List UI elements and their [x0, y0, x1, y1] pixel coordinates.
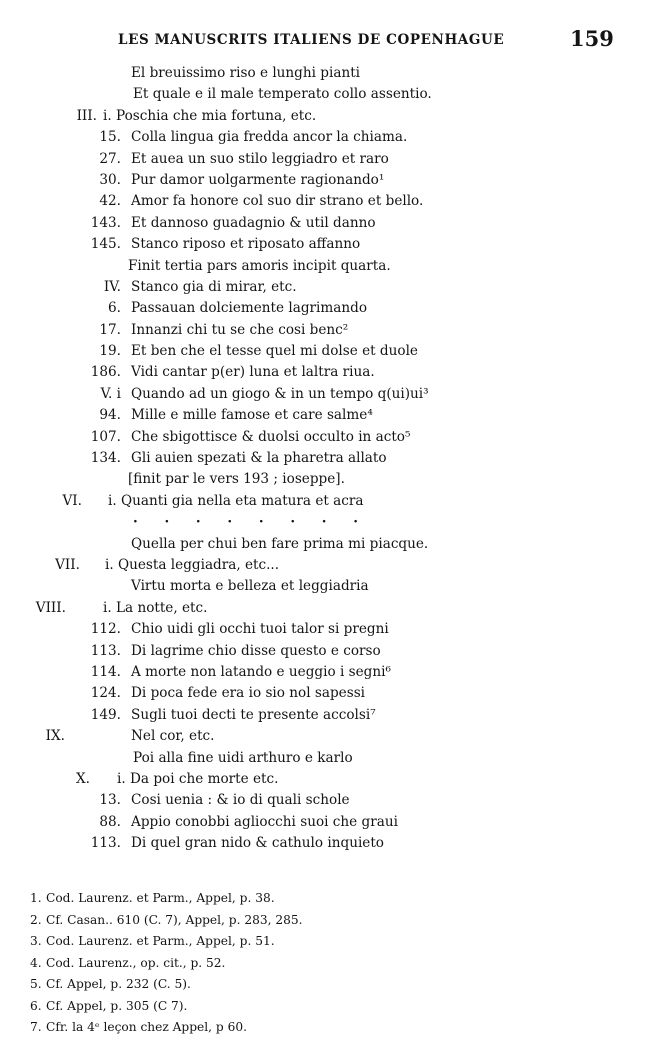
line-number: 27.	[99, 150, 121, 167]
line-number: IV.	[103, 278, 121, 295]
line-text: Quella per chui ben fare prima mi piacque.	[131, 535, 429, 552]
footnote	[0, 931, 650, 953]
line-number: 134.	[90, 450, 121, 467]
line-number: 88.	[99, 813, 121, 830]
line-text: Colla lingua gia fredda ancor la chiama.	[131, 129, 408, 146]
verse-line	[0, 726, 650, 747]
line-number: 145.	[90, 236, 121, 253]
verse-line	[0, 833, 650, 854]
line-number: 94.	[99, 407, 121, 424]
verse-line	[0, 662, 650, 683]
verse-line	[0, 127, 650, 148]
line-text: Mille e mille famose et care salme⁴	[131, 407, 373, 424]
line-number: 15.	[99, 129, 121, 146]
line-text: Di poca fede era io sio nol sapessi	[131, 685, 366, 702]
line-text: A morte non latando e ueggio i segni⁶	[131, 663, 391, 680]
line-text: Cosi uenia : & io di quali schole	[131, 792, 350, 809]
verse-line	[0, 234, 650, 255]
footnotes	[0, 888, 650, 1039]
line-number: IX.	[45, 728, 65, 745]
verse-line	[0, 149, 650, 170]
verse-line	[0, 191, 650, 212]
line-number: 112.	[90, 621, 121, 638]
line-number: VIII.	[35, 599, 66, 616]
line-number: 186.	[90, 364, 121, 381]
verse-line	[0, 790, 650, 811]
verse-line	[0, 298, 650, 319]
footnote-text: Cod. Laurenz., op. cit., p. 52.	[46, 955, 226, 970]
line-text: Pur damor uolgarmente ragionando¹	[131, 171, 385, 188]
footnote	[0, 974, 650, 996]
line-number: 17.	[99, 321, 121, 338]
footnote	[0, 996, 650, 1018]
line-text: Virtu morta e belleza et leggiadria	[131, 578, 369, 595]
verse-line	[0, 555, 650, 576]
line-text: Et quale e il male temperato collo assentio.	[133, 86, 432, 103]
verse-line	[0, 63, 650, 84]
footnote-number: 1.	[30, 891, 42, 905]
line-text: Et auea un suo stilo leggiadro et raro	[131, 150, 389, 167]
verse-line	[0, 320, 650, 341]
running-title: LES MANUSCRITS ITALIENS DE COPENHAGUE	[118, 32, 505, 48]
line-number: 42.	[99, 193, 121, 210]
footnote-text: Cf. Appel, p. 305 (C 7).	[46, 998, 188, 1013]
verse-line	[0, 170, 650, 191]
verse-line	[0, 341, 650, 362]
line-text: i. Questa leggiadra, etc...	[105, 556, 280, 573]
verse-line	[0, 683, 650, 704]
verse-line	[0, 362, 650, 383]
line-number: III.	[76, 107, 97, 124]
verse-line	[0, 598, 650, 619]
line-text: Gli auien spezati & la pharetra allato	[131, 450, 387, 467]
verse-line	[0, 384, 650, 405]
footnote-text: Cf. Casan.. 610 (C. 7), Appel, p. 283, 285.	[46, 912, 303, 927]
line-number: 13.	[99, 792, 121, 809]
verse-line	[0, 277, 650, 298]
line-text: Sugli tuoi decti te presente accolsi⁷	[131, 706, 376, 723]
footnote-number: 3.	[30, 934, 42, 948]
verse-line	[0, 106, 650, 127]
line-text: Stanco gia di mirar, etc.	[131, 278, 297, 295]
line-number: 6.	[108, 300, 121, 317]
verse-line	[0, 491, 650, 512]
line-text: Poi alla fine uidi arthuro e karlo	[133, 749, 353, 766]
footnote-text: Cod. Laurenz. et Parm., Appel, p. 51.	[46, 934, 275, 948]
line-number: 149.	[90, 706, 121, 723]
line-number: VI.	[62, 492, 82, 509]
line-number: VII.	[55, 556, 80, 573]
line-number: 113.	[90, 835, 121, 852]
line-text: Et dannoso guadagnio & util danno	[131, 214, 376, 231]
line-text: Che sbigottisce & duolsi occulto in acto⁵	[131, 428, 411, 445]
verse-line	[0, 812, 650, 833]
footnote-number: 5.	[30, 977, 42, 991]
verse-line	[0, 576, 650, 597]
running-header	[0, 26, 650, 52]
line-number: V. i	[100, 385, 121, 402]
line-text: El breuissimo riso e lunghi pianti	[131, 65, 361, 81]
verse-line	[0, 769, 650, 790]
verse-list	[0, 63, 650, 854]
footnote-text: Cfr. la 4ᵉ leçon chez Appel, p 60.	[46, 1020, 247, 1034]
verse-line	[0, 619, 650, 640]
verse-line	[0, 213, 650, 234]
line-text: Nel cor, etc.	[131, 728, 215, 745]
footnote	[0, 910, 650, 932]
line-number: 113.	[90, 642, 121, 659]
line-number: 124.	[90, 685, 121, 702]
verse-line	[0, 256, 650, 277]
line-text: Amor fa honore col suo dir strano et bello.	[131, 193, 424, 210]
line-text: i. Quanti gia nella eta matura et acra	[108, 492, 364, 509]
footnote-number: 2.	[30, 912, 42, 927]
line-number: 107.	[90, 428, 121, 445]
verse-line	[0, 427, 650, 448]
line-text: Et ben che el tesse quel mi dolse et duole	[131, 343, 418, 360]
footnote	[0, 888, 650, 910]
line-text: Chio uidi gli occhi tuoi talor si pregni	[131, 621, 389, 638]
line-text: Quando ad un giogo & in un tempo q(ui)ui³	[131, 385, 429, 402]
verse-line	[0, 512, 650, 533]
footnote-number: 7.	[30, 1020, 42, 1034]
line-text: Di quel gran nido & cathulo inquieto	[131, 835, 384, 852]
verse-line	[0, 469, 650, 490]
verse-line	[0, 748, 650, 769]
line-text: Passauan dolciemente lagrimando	[131, 300, 368, 317]
verse-line	[0, 705, 650, 726]
line-text: i. Da poi che morte etc.	[117, 770, 279, 787]
line-text: [finit par le vers 193 ; ioseppe].	[128, 471, 345, 488]
footnote	[0, 953, 650, 975]
line-number: 114.	[90, 663, 121, 680]
line-text: Di lagrime chio disse questo e corso	[131, 642, 381, 659]
footnote-text: Cf. Appel, p. 232 (C. 5).	[46, 977, 191, 991]
line-number: X.	[76, 770, 90, 787]
line-text: i. La notte, etc.	[103, 599, 208, 616]
line-number: 19.	[99, 343, 121, 360]
line-text: Innanzi chi tu se che cosi benc²	[131, 321, 349, 338]
footnote-number: 6.	[30, 998, 42, 1013]
line-number: 30.	[99, 171, 121, 188]
line-text: i. Poschia che mia fortuna, etc.	[103, 107, 317, 124]
ellipsis-dots: · · · · · · · ·	[133, 514, 369, 531]
verse-line	[0, 641, 650, 662]
footnote-number: 4.	[30, 955, 42, 970]
verse-line	[0, 534, 650, 555]
line-text: Stanco riposo et riposato affanno	[131, 236, 361, 253]
line-text: Vidi cantar p(er) luna et laltra riua.	[131, 364, 375, 381]
verse-line	[0, 84, 650, 105]
line-text: Finit tertia pars amoris incipit quarta.	[128, 257, 391, 274]
page-number: 159	[570, 26, 614, 51]
footnote-text: Cod. Laurenz. et Parm., Appel, p. 38.	[46, 891, 275, 905]
line-text: Appio conobbi agliocchi suoi che graui	[131, 813, 398, 830]
footnote	[0, 1017, 650, 1039]
verse-line	[0, 448, 650, 469]
line-number: 143.	[90, 214, 121, 231]
verse-line	[0, 405, 650, 426]
